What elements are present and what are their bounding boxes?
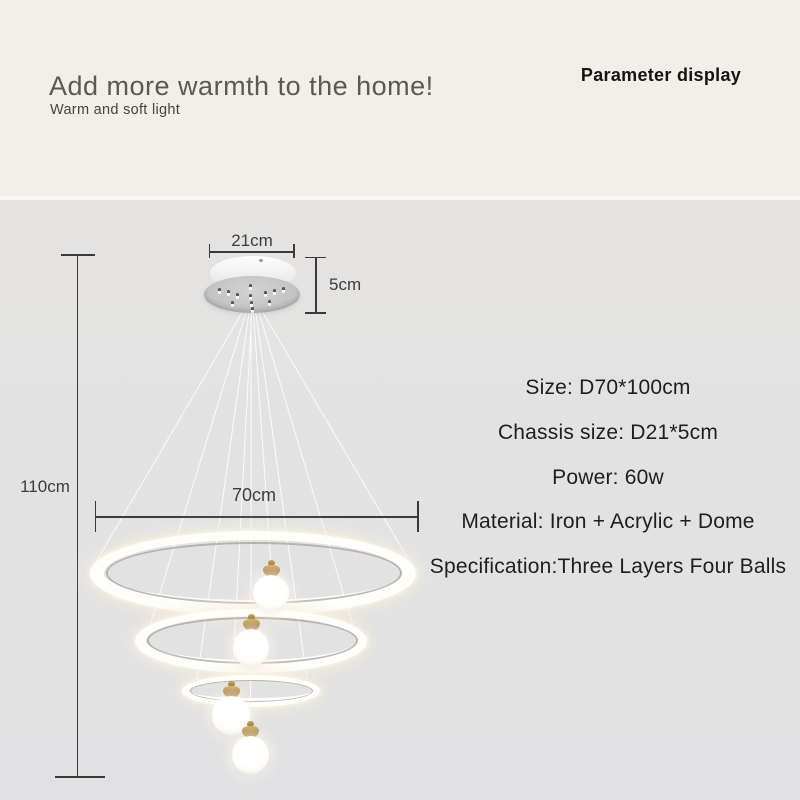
spec-size: Size: D70*100cm [525,376,691,399]
chassis-screw [249,284,252,290]
spec-list [412,366,800,590]
chassis-screw [282,287,285,293]
ring-diameter-tick-left [95,501,97,532]
chassis-top-screw [259,259,263,262]
spec-material: Material: Iron + Acrylic + Dome [461,510,755,534]
page-subtitle: Warm and soft light [50,102,181,118]
chassis-screw [227,290,230,296]
spec-specification: Specification:Three Layers Four Balls [429,555,787,579]
chassis-height-tick-bottom [305,312,326,314]
chassis-screw [218,288,221,294]
ball-4 [232,736,269,774]
chassis-screw [268,300,271,306]
chassis-width-tick-right [293,244,295,258]
chassis-screw [251,307,254,313]
height-dimension-line [77,255,79,777]
chassis-width-line [209,251,294,253]
chassis-screw [249,294,252,300]
chassis-screw [236,293,239,299]
chassis-width-tick-left [209,244,211,258]
chassis-height-label: 5cm [329,275,362,294]
page-title: Add more warmth to the home! [49,71,434,101]
ball-2 [233,629,269,667]
height-dimension-tick-top [61,254,95,256]
spec-power: Power: 60w [552,465,664,489]
ring-diameter-line [95,516,418,518]
chassis-height-tick-top [305,257,326,259]
height-dimension-label: 110cm [20,477,70,496]
ring-small-inner-edge [190,680,313,702]
chassis-screw [231,301,234,307]
chassis-width-label: 21cm [231,231,273,250]
height-dimension-tick-bottom [55,776,105,778]
spec-chassis-size: Chassis size: D21*5cm [497,420,719,444]
ball-1 [253,575,289,611]
chassis-height-line [315,257,317,313]
ring-diameter-label: 70cm [231,485,276,505]
chassis-screw [264,291,267,297]
parameter-display-label: Parameter display [580,65,742,85]
chassis-screw [273,289,276,295]
